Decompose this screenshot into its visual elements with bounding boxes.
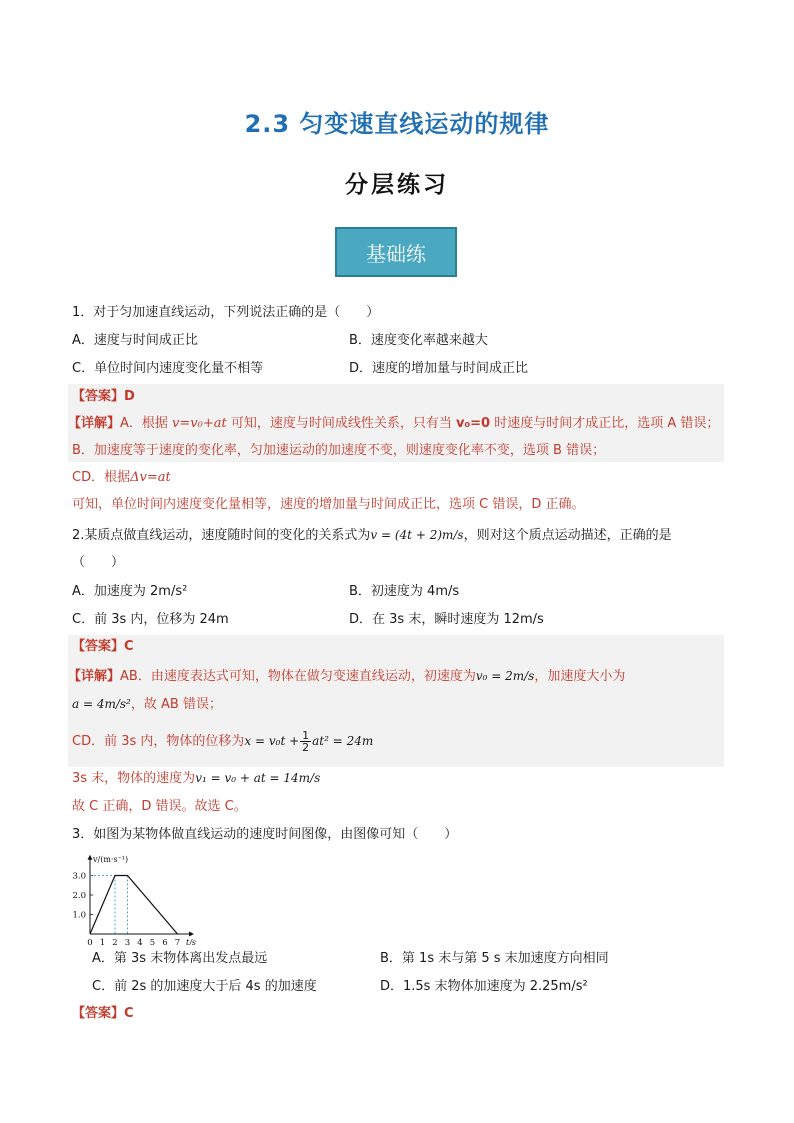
q2-answer-label: 【答案】 [72, 639, 125, 654]
q2-detail-ab-text1: AB．由速度表达式可知，物体在做匀变速直线运动，初速度为 [120, 669, 476, 684]
q2-stem-formula: v = (4t + 2)m/s [370, 528, 464, 542]
q1-stem: 1．对于匀加速直线运动，下列说法正确的是（ ） [72, 305, 380, 320]
q1-detail-a-text2: 可知，速度与时间成线性关系，只有当 [226, 416, 456, 431]
x-tick-label: 2 [112, 938, 118, 945]
q2-detail-cd-formula-b: at² = 24m [312, 734, 374, 748]
q2-conclusion: 故 C 正确，D 错误。故选 C。 [72, 799, 247, 814]
q3-option-a: A．第 3s 末物体离出发点最远 [92, 951, 268, 966]
q2-detail-ab-text2: ，加速度大小为 [534, 669, 626, 684]
vt-graph [68, 850, 218, 945]
x-tick-label: 3 [124, 938, 131, 945]
q2-stem-paren: （ ） [72, 555, 125, 570]
q1-detail-a-text1: A．根据 [120, 416, 173, 431]
q2-answer [72, 637, 134, 657]
section-banner: 基础练 [335, 227, 457, 277]
q2-detail-3s-text: 3s 末，物体的速度为 [72, 771, 196, 786]
q1-detail-cd-text1: CD．根据 [72, 470, 131, 485]
q1-detail-a [68, 414, 719, 434]
q3-answer-value: C [124, 1006, 134, 1021]
q2-detail-ab-formula2: a = 4m/s² [72, 697, 131, 711]
q2-answer-value: C [124, 639, 134, 654]
q2-detail-3s [72, 768, 320, 789]
x-axis-label: t/s [186, 938, 197, 945]
q3-option-d: D．1.5s 末物体加速度为 2.25m/s² [380, 979, 588, 994]
x-tick-label: 5 [149, 938, 156, 945]
x-tick-label: 7 [174, 938, 181, 945]
q2-detail-ab-text3: ，故 AB 错误； [130, 697, 222, 712]
q2-fraction-den: 2 [302, 741, 310, 754]
y-axis-arrow [88, 855, 93, 860]
q3-stem: 3．如图为某物体做直线运动的速度时间图像，由图像可知（ ） [72, 827, 458, 842]
q2-detail-cd [72, 728, 373, 755]
q1-detail-cd [72, 468, 171, 488]
x-axis-arrow [189, 932, 194, 937]
q3-option-c: C．前 2s 的加速度大于后 4s 的加速度 [92, 979, 317, 994]
y-axis-label: v/(m·s⁻¹) [93, 854, 129, 864]
q2-stem-text2: ，则对这个质点运动描述，正确的是 [463, 528, 672, 543]
x-tick-label: 1 [99, 938, 106, 945]
q3-answer-label: 【答案】 [72, 1006, 125, 1021]
q2-detail-3s-formula: v₁ = v₀ + at = 14m/s [195, 771, 321, 785]
x-tick-label: 0 [87, 938, 93, 945]
q2-option-c: C．前 3s 内，位移为 24m [72, 612, 229, 627]
y-tick-label: 2.0 [72, 891, 86, 901]
q2-detail-ab-line2 [72, 694, 222, 715]
x-tick-label: 4 [137, 938, 143, 945]
q2-stem [72, 525, 672, 546]
q2-option-b: B．初速度为 4m/s [349, 584, 460, 599]
q2-option-a: A．加速度为 2m/s² [72, 584, 188, 599]
q1-detail-cd-formula: Δv=at [130, 470, 171, 485]
q2-detail-ab-formula1: v₀ = 2m/s [475, 669, 535, 683]
q1-detail-label: 【详解】 [68, 416, 121, 431]
q1-option-d: D．速度的增加量与时间成正比 [349, 361, 529, 376]
velocity-line [90, 876, 178, 935]
y-tick-label: 1.0 [72, 910, 86, 921]
q1-option-a: A．速度与时间成正比 [72, 333, 198, 348]
q1-answer-label: 【答案】 [72, 389, 125, 404]
page-title: 2.3 匀变速直线运动的规律 [244, 110, 550, 138]
q2-detail-ab [68, 666, 625, 687]
q1-detail-cd-conclusion: 可知，单位时间内速度变化量相等，速度的增加量与时间成正比，选项 C 错误，D 正确。 [72, 497, 585, 512]
x-tick-label: 6 [162, 938, 168, 945]
q2-fraction [300, 730, 311, 753]
q2-option-d: D．在 3s 末，瞬时速度为 12m/s [349, 612, 544, 627]
page-subtitle: 分层练习 [345, 172, 449, 198]
q1-option-b: B．速度变化率越来越大 [349, 333, 488, 348]
q1-answer [72, 387, 135, 407]
q1-option-c: C．单位时间内速度变化量不相等 [72, 361, 264, 376]
q2-fraction-num: 1 [302, 729, 310, 742]
q2-stem-text1: 2.某质点做直线运动，速度随时间的变化的关系式为 [72, 528, 371, 543]
y-tick-label: 3.0 [72, 871, 86, 882]
q1-detail-a-condition: v₀=0 [455, 416, 491, 431]
q2-detail-cd-formula-a: x = v₀t + [244, 734, 300, 748]
q1-answer-value: D [124, 389, 135, 404]
q1-detail-b: B．加速度等于速度的变化率，匀加速运动的加速度不变，则速度变化率不变，选项 B 错误； [72, 443, 606, 458]
q1-detail-a-text3: 时速度与时间才成正比，选项 A 错误； [490, 416, 720, 431]
q1-detail-a-formula: v=v₀+at [172, 416, 227, 431]
q3-option-b: B．第 1s 末与第 5 s 末加速度方向相同 [380, 951, 609, 966]
q2-detail-label: 【详解】 [68, 669, 121, 684]
q3-answer [72, 1004, 134, 1024]
q2-detail-cd-text1: CD．前 3s 内，物体的位移为 [72, 734, 245, 749]
